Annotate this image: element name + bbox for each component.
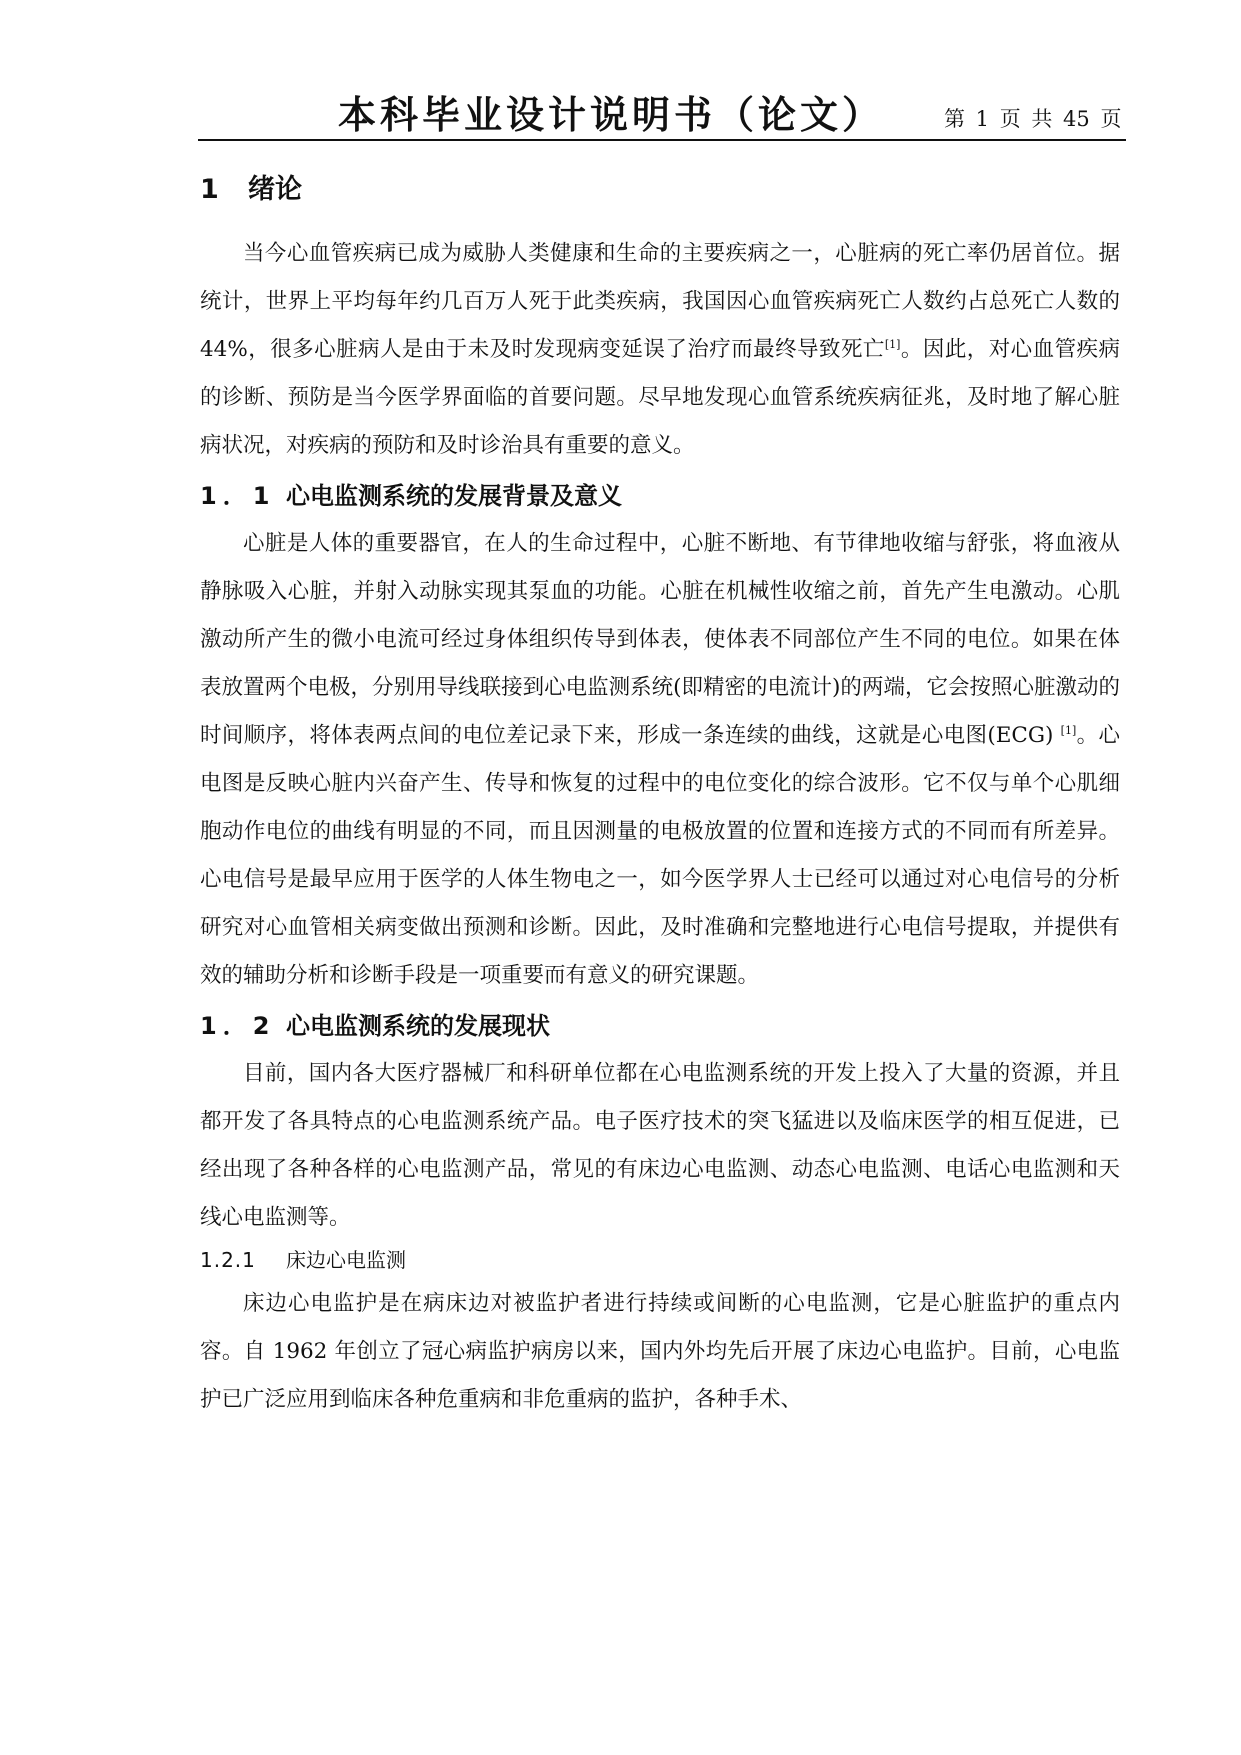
paragraph: 床边心电监护是在病床边对被监护者进行持续或间断的心电监测，它是心脏监护的重点内容。自 1962 年创立了冠心病监护病房以来，国内外均先后开展了床边心电监护。目前，心电监护已广泛应用到临床各种危重病和非危重病的监护，各种手术、 [200, 1291, 1120, 1412]
section-heading [200, 1008, 1120, 1044]
subsection-title: 床边心电监测 [286, 1248, 406, 1272]
section-number: 1．2 [200, 1012, 276, 1040]
header-page-info: 第 1 页 共 45 页 [944, 107, 1122, 131]
paragraph-text: 。心电图是反映心脏内兴奋产生、传导和恢复的过程中的电位变化的综合波形。它不仅与单个心肌细胞动作电位的曲线有明显的不同，而且因测量的电极放置的位置和连接方式的不同而有所差异。心电信号是最早应用于医学的人体生物电之一，如今医学界人士已经可以通过对心电信号的分析研究对心血管相关病变做出预测和诊断。因此，及时准确和完整地进行心电信号提取，并提供有效的辅助分析和诊断手段是一项重要而有意义的研究课题。 [200, 723, 1120, 988]
chapter-title: 绪论 [248, 174, 302, 205]
paragraph [200, 520, 1120, 1000]
document-body [200, 164, 1120, 1424]
citation: [1] [884, 337, 901, 351]
section-title: 心电监测系统的发展现状 [286, 1012, 550, 1040]
paragraph: 目前，国内各大医疗器械厂和科研单位都在心电监测系统的开发上投入了大量的资源，并且都开发了各具特点的心电监测系统产品。电子医疗技术的突飞猛进以及临床医学的相互促进，已经出现了各种各样的心电监测产品，常见的有床边心电监测、动态心电监测、电话心电监测和天线心电监测等。 [200, 1061, 1120, 1230]
header-divider [198, 139, 1126, 141]
subsection-heading [200, 1244, 1120, 1276]
paragraph-text: 。因此，对心血管疾病的诊断、预防是当今医学界面临的首要问题。尽早地发现心血管系统疾病征兆，及时地了解心脏病状况，对疾病的预防和及时诊治具有重要的意义。 [200, 337, 1120, 458]
paragraph [200, 230, 1120, 470]
paragraph-text: 心脏是人体的重要器官，在人的生命过程中，心脏不断地、有节律地收缩与舒张，将血液从静脉吸入心脏，并射入动脉实现其泵血的功能。心脏在机械性收缩之前，首先产生电激动。心肌激动所产生的微小电流可经过身体组织传导到体表，使体表不同部位产生不同的电位。如果在体表放置两个电极，分别用导线联接到心电监测系统(即精密的电流计)的两端，它会按照心脏激动的时间顺序，将体表两点间的电位差记录下来，形成一条连续的曲线，这就是心电图(ECG) [200, 531, 1120, 748]
subsection-number: 1.2.1 [200, 1248, 256, 1272]
section-title: 心电监测系统的发展背景及意义 [286, 482, 622, 510]
chapter-heading [200, 170, 1120, 210]
paragraph-text: 当今心血管疾病已成为威胁人类健康和生命的主要疾病之一，心脏病的死亡率仍居首位。据统计，世界上平均每年约几百万人死于此类疾病，我国因心血管疾病死亡人数约占总死亡人数的44%，很多心脏病人是由于未及时发现病变延误了治疗而最终导致死亡 [200, 241, 1120, 362]
chapter-number: 1 [200, 174, 219, 205]
citation: [1] [1060, 723, 1077, 737]
section-heading [200, 478, 1120, 514]
header-title: 本科毕业设计说明书（论文） [338, 93, 885, 137]
section-number: 1．1 [200, 482, 276, 510]
